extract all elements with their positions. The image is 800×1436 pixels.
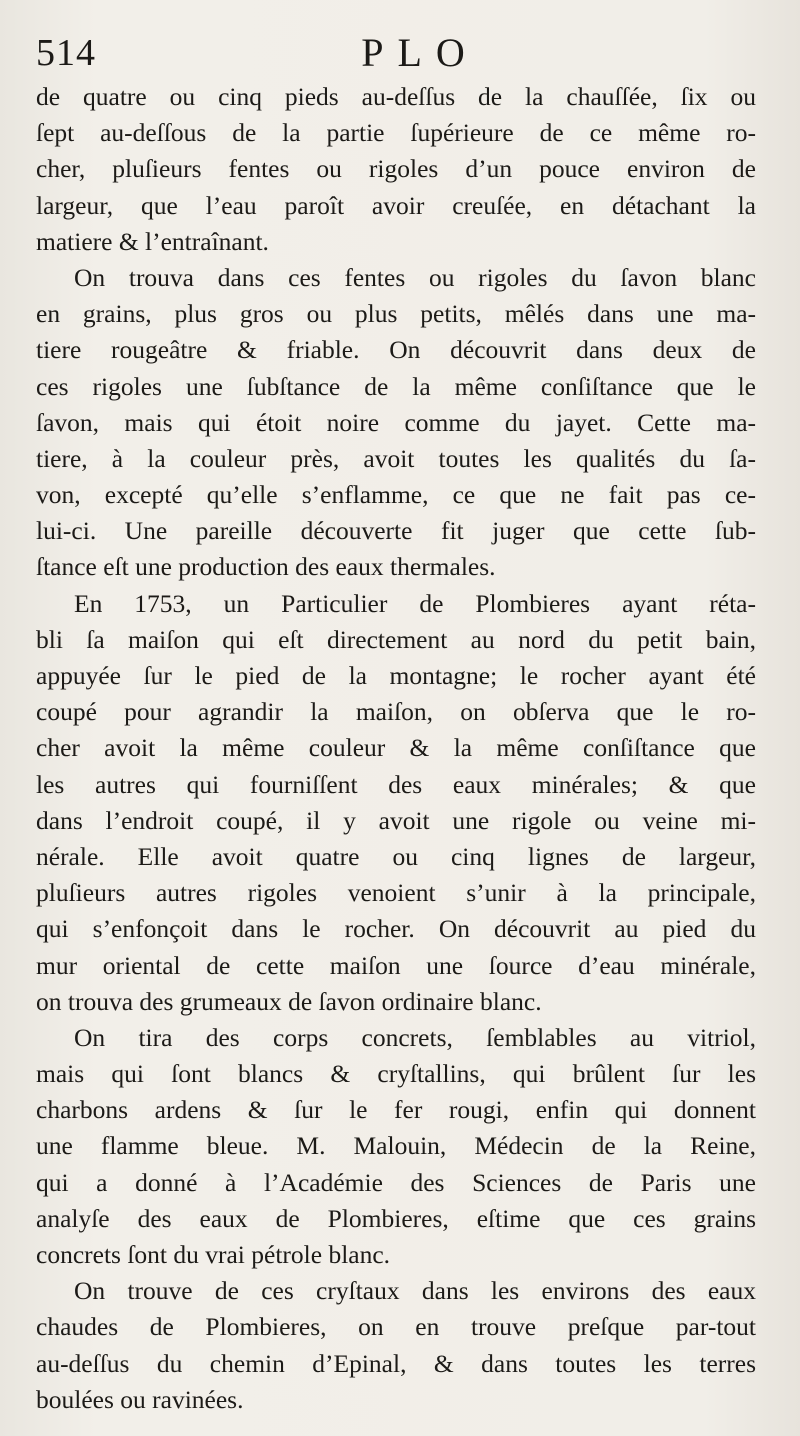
text-line: une flamme bleue. M. Malouin, Médecin de la Reine, (36, 1131, 756, 1161)
text-line: cher avoit la même couleur & la même conſiſtance que (36, 733, 756, 763)
text-line: cher, pluſieurs fentes ou rigoles d’un pouce environ de (36, 154, 756, 184)
paragraph (36, 1273, 756, 1418)
text-line: chaudes de Plombieres, on en trouve preſque par-tout (36, 1312, 756, 1342)
text-line: von, excepté qu’elle s’enflamme, ce que ne fait pas ce- (36, 480, 756, 510)
text-line: en grains, plus gros ou plus petits, mêlés dans une ma- (36, 299, 756, 329)
text-line: En 1753, un Particulier de Plombieres ayant réta- (74, 588, 756, 618)
text-line: charbons ardens & ſur le fer rougi, enfin qui donnent (36, 1095, 756, 1125)
text-line: On trouva dans ces fentes ou rigoles du ſavon blanc (74, 262, 756, 292)
text-line: largeur, que l’eau paroît avoir creuſée, en détachant la (36, 190, 756, 220)
text-line: qui a donné à l’Académie des Sciences de Paris une (36, 1167, 756, 1197)
text-line: ſavon, mais qui étoit noire comme du jayet. Cette ma- (36, 407, 756, 437)
text-line: ſtance eſt une production des eaux thermales. (36, 552, 496, 582)
text-line: ces rigoles une ſubſtance de la même conſiſtance que le (36, 371, 756, 401)
text-line: ſept au-deſſous de la partie ſupérieure de ce même ro- (36, 118, 756, 148)
text-line: lui-ci. Une pareille découverte fit juger que cette ſub- (36, 516, 756, 546)
text-line: nérale. Elle avoit quatre ou cinq lignes de largeur, (36, 841, 756, 871)
text-line: tiere rougeâtre & friable. On découvrit dans deux de (36, 335, 756, 365)
text-line: dans l’endroit coupé, il y avoit une rigole ou veine mi- (36, 805, 756, 835)
paragraph (36, 1020, 756, 1273)
text-line: pluſieurs autres rigoles venoient s’unir à la principale, (36, 878, 756, 908)
body-text (36, 79, 756, 1418)
text-line: bli ſa maiſon qui eſt directement au nord du petit bain, (36, 624, 756, 654)
text-line: tiere, à la couleur près, avoit toutes les qualités du ſa- (36, 443, 756, 473)
text-line: coupé pour agrandir la maiſon, on obſerva que le ro- (36, 697, 756, 727)
running-head: PLO (361, 30, 479, 75)
text-line: de quatre ou cinq pieds au-deſſus de la chauſſée, ſix ou (36, 82, 756, 111)
text-line: mur oriental de cette maiſon une ſource d’eau minérale, (36, 950, 756, 980)
text-line: les autres qui fourniſſent des eaux minérales; & que (36, 769, 756, 799)
text-line: boulées ou ravinées. (36, 1384, 244, 1414)
text-line: qui s’enfonçoit dans le rocher. On découvrit au pied du (36, 914, 756, 944)
text-line: on trouva des grumeaux de ſavon ordinaire blanc. (36, 986, 542, 1016)
paragraph (36, 586, 756, 1020)
text-line: matiere & l’entraînant. (36, 226, 269, 256)
text-line: On tira des corps concrets, ſemblables au vitriol, (74, 1022, 756, 1052)
text-line: appuyée ſur le pied de la montagne; le rocher ayant été (36, 661, 756, 690)
text-line: au-deſſus du chemin d’Epinal, & dans toutes les terres (36, 1348, 756, 1378)
text-line: concrets ſont du vrai pétrole blanc. (36, 1240, 391, 1269)
text-line: On trouve de ces cryſtaux dans les environs des eaux (74, 1276, 756, 1306)
page-number: 514 (36, 32, 96, 74)
text-line: mais qui ſont blancs & cryſtallins, qui brûlent ſur les (36, 1059, 756, 1089)
page-header (36, 28, 764, 78)
text-line: analyſe des eaux de Plombieres, eſtime que ces grains (36, 1203, 756, 1233)
paragraph (36, 260, 756, 586)
paragraph (36, 79, 756, 260)
